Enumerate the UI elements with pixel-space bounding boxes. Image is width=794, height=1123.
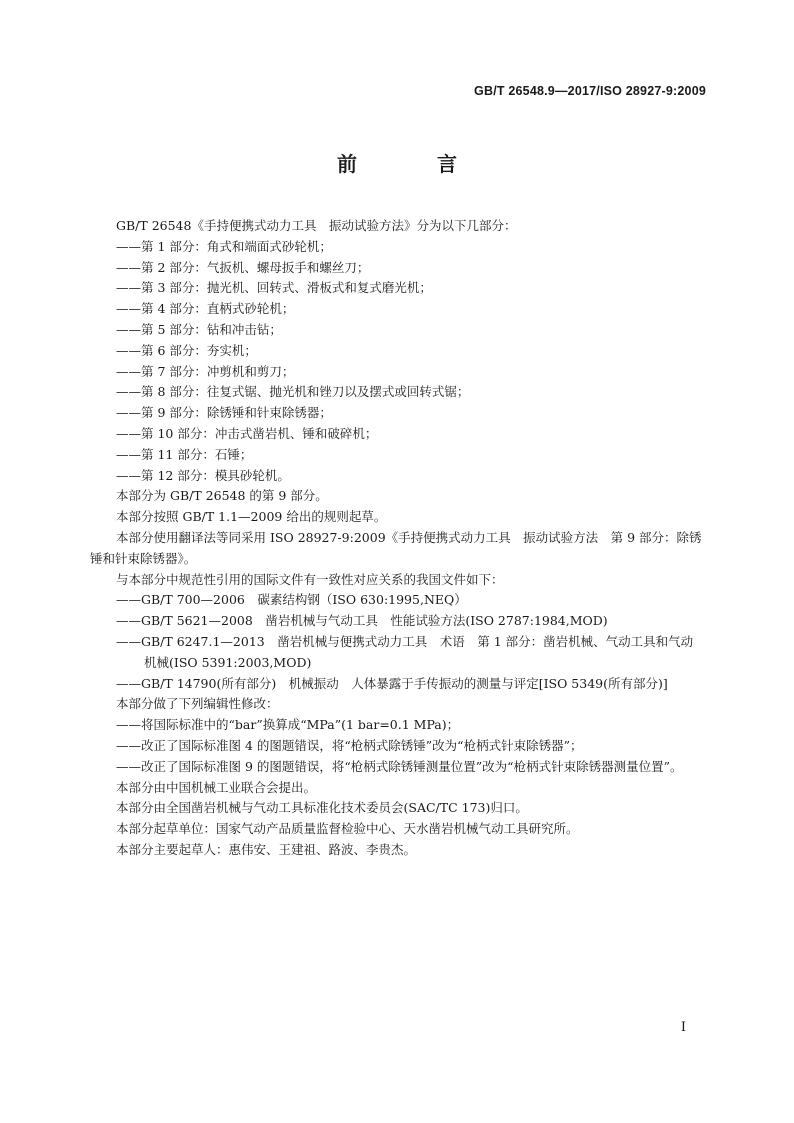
- list-item: ——GB/T 5621—2008 凿岩机械与气动工具 性能试验方法(ISO 2787:1984,MOD): [116, 613, 608, 629]
- list-item: ——第 12 部分：模具砂轮机。: [116, 467, 290, 483]
- list-item: ——第 3 部分：抛光机、回转式、滑板式和复式磨光机；: [116, 280, 432, 296]
- part-statement: 本部分为 GB/T 26548 的第 9 部分。: [116, 488, 328, 504]
- list-item: ——GB/T 6247.1—2013 凿岩机械与便携式动力工具 术语 第 1 部分：凿岩机械、气动工具和气动机械(ISO 5391:2003,MOD): [116, 633, 694, 670]
- list-item: ——第 5 部分：钻和冲击钻；: [116, 321, 282, 337]
- document-body: [90, 216, 704, 861]
- translation-statement: 本部分使用翻译法等同采用 ISO 28927-9:2009《手持便携式动力工具 振动试验方法 第 9 部分：除锈锤和针束除锈器》。: [90, 529, 702, 566]
- proposed-by: 本部分由中国机械工业联合会提出。: [116, 779, 317, 795]
- list-item: ——第 8 部分：往复式锯、抛光机和锉刀以及摆式或回转式锯；: [116, 384, 470, 400]
- list-item: ——第 10 部分：冲击式凿岩机、锤和破碎机；: [116, 425, 378, 441]
- list-item: ——第 6 部分：夯实机；: [116, 342, 257, 358]
- list-item: ——改正了国际标准图 4 的图题错误，将“枪柄式除锈锤”改为“枪柄式针束除锈器”；: [116, 737, 583, 753]
- list-item: ——GB/T 14790(所有部分) 机械振动 人体暴露于手传振动的测量与评定[ISO 5349(所有部分)]: [116, 675, 668, 691]
- references-list: [90, 590, 704, 694]
- edits-list: [90, 715, 704, 777]
- drafting-units: 本部分起草单位：国家气动产品质量监督检验中心、天水凿岩机械气动工具研究所。: [116, 821, 579, 837]
- list-item: ——第 11 部分：石锤；: [116, 446, 253, 462]
- list-item: ——第 9 部分：除锈锤和针束除锈器；: [116, 405, 332, 421]
- list-item: ——第 7 部分：冲剪机和剪刀；: [116, 363, 295, 379]
- page-number: I: [680, 1020, 686, 1035]
- intro-paragraph: GB/T 26548《手持便携式动力工具 振动试验方法》分为以下几部分：: [116, 218, 517, 233]
- parts-list: [90, 237, 704, 487]
- list-item: ——改正了国际标准图 9 的图题错误，将“枪柄式除锈锤测量位置”改为“枪柄式针束除锈器测量位置”。: [116, 758, 683, 774]
- standard-code: GB/T 26548.9—2017/ISO 28927-9:2009: [474, 84, 706, 98]
- centralized-by: 本部分由全国凿岩机械与气动工具标准化技术委员会(SAC/TC 173)归口。: [116, 800, 528, 816]
- list-item: ——GB/T 700—2006 碳素结构钢（ISO 630:1995,NEQ）: [116, 592, 467, 608]
- list-item: ——将国际标准中的“bar”换算成“MPa”(1 bar=0.1 MPa)；: [116, 717, 460, 733]
- rules-statement: 本部分按照 GB/T 1.1—2009 给出的规则起草。: [116, 509, 387, 525]
- edits-intro: 本部分做了下列编辑性修改：: [116, 696, 279, 712]
- list-item: ——第 1 部分：角式和端面式砂轮机；: [116, 238, 332, 254]
- references-intro: 与本部分中规范性引用的国际文件有一致性对应关系的我国文件如下：: [116, 571, 504, 587]
- list-item: ——第 2 部分：气扳机、螺母扳手和螺丝刀；: [116, 259, 370, 275]
- page-title: 前 言: [337, 152, 487, 176]
- list-item: ——第 4 部分：直柄式砂轮机；: [116, 301, 295, 317]
- drafters: 本部分主要起草人：惠伟安、王建祖、路波、李贵杰。: [116, 841, 417, 857]
